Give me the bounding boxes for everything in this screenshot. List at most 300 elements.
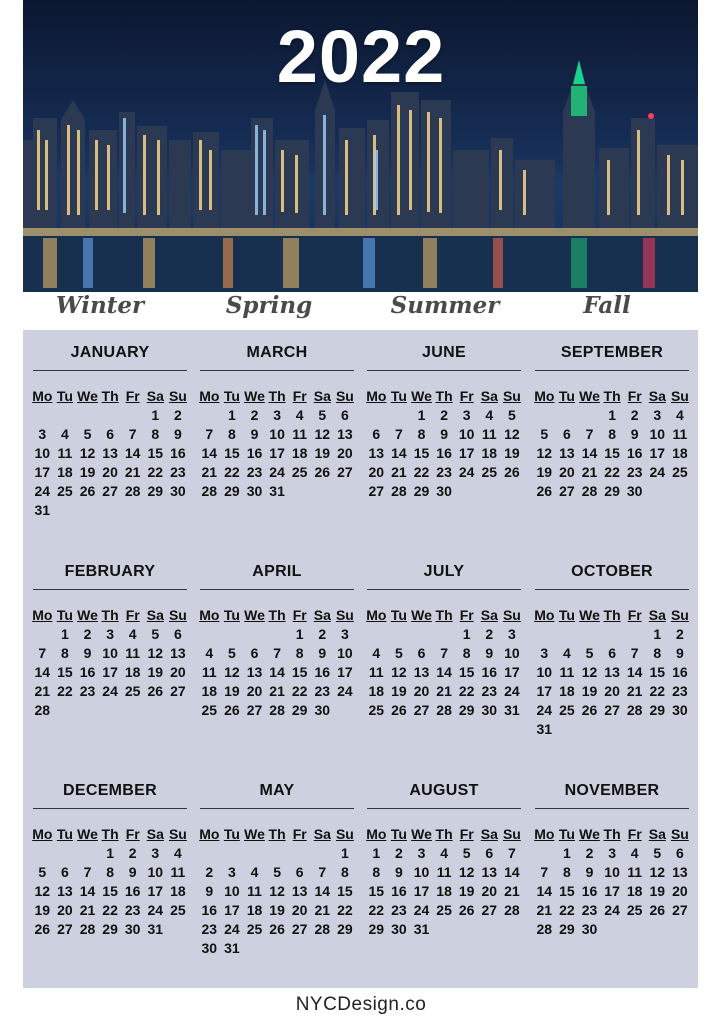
weekday-header: Sa: [480, 826, 498, 842]
day-cell: 16: [672, 664, 688, 680]
month-name: OCTOBER: [571, 563, 653, 580]
day-cell: 6: [417, 645, 426, 661]
weekday-header: Sa: [313, 826, 331, 842]
day-cell: 26: [147, 683, 164, 699]
month-divider: [367, 808, 521, 809]
day-cell: 17: [536, 683, 553, 699]
day-cell: 2: [485, 626, 494, 642]
day-cell: 19: [504, 445, 520, 461]
day-cell: 27: [337, 464, 353, 480]
day-cell: 12: [269, 883, 285, 899]
day-cell: 18: [57, 464, 73, 480]
day-cell: 2: [585, 845, 594, 861]
day-cell: 12: [79, 445, 96, 461]
day-cell: 9: [485, 645, 494, 661]
day-cell: 29: [604, 483, 620, 499]
day-cell: 5: [462, 845, 471, 861]
day-cell: 6: [675, 845, 684, 861]
day-cell: 11: [170, 864, 186, 880]
weekday-header: We: [77, 388, 98, 404]
day-cell: 6: [340, 407, 349, 423]
day-cell: 5: [394, 645, 403, 661]
calendar-panel: [23, 330, 698, 988]
month-name: FEBRUARY: [64, 563, 156, 580]
day-cell: 15: [337, 883, 353, 899]
day-cell: 10: [536, 664, 553, 680]
weekday-header: Tu: [558, 607, 575, 623]
weekday-header: We: [244, 826, 265, 842]
day-cell: 23: [581, 902, 598, 918]
day-cell: 17: [413, 883, 430, 899]
day-cell: 23: [124, 902, 141, 918]
day-cell: 22: [337, 902, 353, 918]
day-cell: 10: [34, 445, 51, 461]
day-cell: 30: [626, 483, 643, 499]
weekday-header: Su: [168, 607, 187, 623]
month-divider: [200, 589, 354, 590]
month-august: [365, 782, 523, 982]
day-cell: 3: [340, 626, 349, 642]
day-cell: 8: [653, 645, 662, 661]
weekday-header: Mo: [199, 388, 220, 404]
day-cell: 9: [128, 864, 137, 880]
day-cell: 12: [581, 664, 598, 680]
day-cell: 28: [536, 921, 553, 937]
day-cell: 1: [372, 845, 381, 861]
day-cell: 15: [147, 445, 164, 461]
weekday-header: Th: [435, 607, 453, 623]
weekday-header: We: [77, 826, 98, 842]
day-cell: 3: [151, 845, 160, 861]
day-cell: 27: [559, 483, 575, 499]
month-divider: [367, 589, 521, 590]
day-cell: 12: [458, 864, 475, 880]
day-cell: 19: [649, 883, 666, 899]
day-cell: 13: [246, 664, 263, 680]
day-cell: 13: [413, 664, 430, 680]
weekday-header: Th: [101, 607, 119, 623]
day-cell: 29: [458, 702, 475, 718]
weekday-header: Th: [101, 826, 119, 842]
weekday-header: Fr: [627, 826, 642, 842]
day-cell: 4: [485, 407, 494, 423]
day-cell: 14: [124, 445, 141, 461]
day-cell: 10: [102, 645, 118, 661]
weekday-header: We: [579, 607, 600, 623]
day-cell: 27: [368, 483, 385, 499]
day-cell: 13: [102, 445, 118, 461]
day-cell: 16: [170, 445, 186, 461]
day-cell: 18: [246, 902, 263, 918]
day-cell: 3: [38, 426, 47, 442]
day-cell: 5: [227, 645, 236, 661]
weekday-header: We: [77, 607, 98, 623]
weekday-header: Fr: [459, 388, 474, 404]
weekday-header: Sa: [648, 388, 666, 404]
weekday-header: Tu: [390, 607, 407, 623]
weekday-header: Sa: [480, 388, 498, 404]
day-cell: 17: [147, 883, 164, 899]
day-cell: 10: [649, 426, 666, 442]
day-cell: 26: [391, 702, 407, 718]
day-cell: 11: [436, 864, 452, 880]
day-cell: 1: [106, 845, 114, 861]
day-cell: 12: [504, 426, 520, 442]
day-cell: 5: [38, 864, 47, 880]
day-cell: 23: [170, 464, 186, 480]
weekday-header: Mo: [32, 607, 53, 623]
weekday-header: Mo: [366, 826, 387, 842]
day-cell: 4: [205, 645, 214, 661]
weekday-header: Su: [168, 826, 187, 842]
day-cell: 8: [417, 426, 426, 442]
day-cell: 16: [246, 445, 263, 461]
day-cell: 17: [604, 883, 620, 899]
day-cell: 12: [649, 864, 666, 880]
day-cell: 28: [504, 902, 520, 918]
day-cell: 29: [649, 702, 666, 718]
day-cell: 3: [227, 864, 236, 880]
day-cell: 19: [536, 464, 553, 480]
day-cell: 11: [247, 883, 262, 899]
day-cell: 3: [462, 407, 471, 423]
day-cell: 27: [246, 702, 263, 718]
weekday-header: Th: [101, 388, 119, 404]
month-january: [31, 344, 189, 544]
day-cell: 23: [314, 683, 331, 699]
month-july: [365, 563, 523, 763]
weekday-header: We: [244, 388, 265, 404]
month-name: JULY: [423, 563, 465, 580]
month-name: AUGUST: [409, 782, 479, 799]
day-cell: 24: [504, 683, 520, 699]
day-cell: 19: [79, 464, 96, 480]
day-cell: 24: [536, 702, 553, 718]
day-cell: 17: [269, 445, 285, 461]
day-cell: 10: [147, 864, 164, 880]
day-cell: 10: [413, 864, 430, 880]
day-cell: 9: [675, 645, 684, 661]
day-cell: 21: [581, 464, 598, 480]
day-cell: 17: [337, 664, 353, 680]
day-cell: 18: [436, 883, 452, 899]
day-cell: 19: [34, 902, 51, 918]
day-cell: 6: [372, 426, 381, 442]
month-name: SEPTEMBER: [560, 344, 664, 361]
day-cell: 12: [147, 645, 164, 661]
day-cell: 2: [173, 407, 182, 423]
day-cell: 1: [562, 845, 571, 861]
weekday-header: Tu: [558, 388, 575, 404]
day-cell: 8: [227, 426, 236, 442]
day-cell: 31: [536, 721, 553, 737]
day-cell: 7: [318, 864, 327, 880]
day-cell: 4: [250, 864, 259, 880]
weekday-header: Th: [268, 388, 286, 404]
day-cell: 20: [672, 883, 688, 899]
day-cell: 20: [559, 464, 575, 480]
day-cell: 29: [368, 921, 385, 937]
day-cell: 7: [273, 645, 281, 661]
day-cell: 3: [540, 645, 549, 661]
day-cell: 16: [391, 883, 407, 899]
weekday-header: Fr: [292, 607, 307, 623]
day-cell: 21: [314, 902, 331, 918]
day-cell: 16: [481, 664, 498, 680]
day-cell: 31: [413, 921, 430, 937]
day-cell: 11: [481, 426, 497, 442]
day-cell: 15: [368, 883, 385, 899]
day-cell: 11: [57, 445, 73, 461]
day-cell: 16: [79, 664, 96, 680]
weekday-header: Tu: [223, 388, 240, 404]
weekday-header: We: [411, 388, 432, 404]
day-cell: 31: [224, 940, 240, 956]
day-cell: 30: [391, 921, 407, 937]
day-cell: 21: [626, 683, 643, 699]
day-cell: 27: [604, 702, 620, 718]
day-cell: 28: [626, 702, 643, 718]
weekday-header: We: [579, 388, 600, 404]
day-cell: 29: [559, 921, 575, 937]
day-cell: 4: [562, 645, 571, 661]
day-cell: 8: [340, 864, 349, 880]
day-cell: 8: [106, 864, 114, 880]
weekday-header: Fr: [627, 607, 642, 623]
day-cell: 27: [57, 921, 73, 937]
day-cell: 1: [295, 626, 304, 642]
weekday-header: Mo: [32, 388, 53, 404]
month-february: [31, 563, 189, 763]
season-label-summer: Summer: [390, 292, 500, 319]
day-cell: 25: [57, 483, 73, 499]
day-cell: 22: [559, 902, 575, 918]
weekday-header: Fr: [125, 826, 140, 842]
day-cell: 4: [372, 645, 381, 661]
day-cell: 26: [224, 702, 240, 718]
day-cell: 30: [672, 702, 688, 718]
day-cell: 20: [337, 445, 353, 461]
day-cell: 3: [507, 626, 516, 642]
weekday-header: Mo: [534, 388, 555, 404]
weekday-header: Su: [670, 607, 689, 623]
day-cell: 7: [585, 426, 594, 442]
day-cell: 1: [608, 407, 616, 423]
day-cell: 9: [585, 864, 594, 880]
day-cell: 18: [170, 883, 186, 899]
day-cell: 7: [38, 645, 47, 661]
day-cell: 11: [559, 664, 575, 680]
weekday-header: Sa: [146, 826, 164, 842]
day-cell: 30: [170, 483, 186, 499]
day-cell: 22: [413, 464, 430, 480]
weekday-header: Th: [603, 388, 621, 404]
day-cell: 24: [604, 902, 620, 918]
day-cell: 25: [368, 702, 385, 718]
day-cell: 18: [481, 445, 498, 461]
day-cell: 24: [102, 683, 118, 699]
day-cell: 17: [504, 664, 520, 680]
day-cell: 17: [34, 464, 51, 480]
day-cell: 28: [314, 921, 331, 937]
day-cell: 13: [291, 883, 308, 899]
day-cell: 17: [458, 445, 475, 461]
day-cell: 1: [60, 626, 69, 642]
day-cell: 2: [318, 626, 327, 642]
day-cell: 1: [340, 845, 349, 861]
month-april: [198, 563, 356, 763]
day-cell: 12: [391, 664, 407, 680]
month-divider: [367, 370, 521, 371]
day-cell: 9: [440, 426, 448, 442]
day-cell: 18: [559, 683, 575, 699]
month-divider: [200, 808, 354, 809]
day-cell: 23: [626, 464, 643, 480]
day-cell: 12: [314, 426, 331, 442]
day-cell: 16: [201, 902, 218, 918]
month-march: [198, 344, 356, 544]
day-cell: 27: [102, 483, 118, 499]
day-cell: 12: [224, 664, 240, 680]
day-cell: 5: [540, 426, 549, 442]
day-cell: 20: [368, 464, 385, 480]
day-cell: 22: [291, 683, 308, 699]
month-divider: [535, 808, 689, 809]
weekday-header: Sa: [146, 607, 164, 623]
day-cell: 15: [559, 883, 575, 899]
weekday-header: Mo: [366, 607, 387, 623]
day-cell: 2: [394, 845, 403, 861]
day-cell: 1: [227, 407, 236, 423]
weekday-header: Mo: [199, 607, 220, 623]
day-cell: 6: [106, 426, 114, 442]
footer-brand: NYCDesign.co: [295, 994, 427, 1015]
day-cell: 30: [436, 483, 452, 499]
day-cell: 24: [34, 483, 51, 499]
day-cell: 4: [295, 407, 304, 423]
day-cell: 24: [224, 921, 240, 937]
day-cell: 8: [60, 645, 69, 661]
day-cell: 14: [201, 445, 218, 461]
day-cell: 25: [201, 702, 218, 718]
day-cell: 28: [34, 702, 51, 718]
day-cell: 23: [79, 683, 96, 699]
day-cell: 25: [124, 683, 141, 699]
weekday-header: Fr: [292, 826, 307, 842]
day-cell: 5: [83, 426, 92, 442]
day-cell: 6: [608, 645, 616, 661]
month-divider: [33, 808, 187, 809]
day-cell: 30: [314, 702, 331, 718]
day-cell: 2: [630, 407, 639, 423]
day-cell: 9: [394, 864, 403, 880]
day-cell: 8: [462, 645, 471, 661]
day-cell: 6: [562, 426, 571, 442]
day-cell: 14: [581, 445, 598, 461]
day-cell: 27: [672, 902, 688, 918]
day-cell: 18: [124, 664, 141, 680]
month-november: [533, 782, 691, 982]
day-cell: 7: [83, 864, 92, 880]
day-cell: 11: [125, 645, 141, 661]
day-cell: 24: [413, 902, 430, 918]
weekday-header: We: [411, 607, 432, 623]
day-cell: 2: [675, 626, 684, 642]
month-divider: [33, 589, 187, 590]
weekday-header: Th: [268, 607, 286, 623]
weekday-header: Th: [268, 826, 286, 842]
day-cell: 26: [458, 902, 475, 918]
day-cell: 9: [205, 883, 214, 899]
weekday-header: Su: [168, 388, 187, 404]
day-cell: 25: [436, 902, 452, 918]
day-cell: 4: [128, 626, 137, 642]
day-cell: 3: [608, 845, 616, 861]
day-cell: 19: [581, 683, 598, 699]
day-cell: 15: [413, 445, 430, 461]
day-cell: 31: [269, 483, 285, 499]
day-cell: 11: [368, 664, 384, 680]
day-cell: 3: [417, 845, 426, 861]
day-cell: 5: [273, 864, 281, 880]
day-cell: 8: [562, 864, 571, 880]
weekday-header: Fr: [125, 388, 140, 404]
day-cell: 4: [173, 845, 182, 861]
weekday-header: Su: [502, 607, 521, 623]
day-cell: 26: [314, 464, 331, 480]
day-cell: 24: [458, 464, 475, 480]
day-cell: 30: [246, 483, 263, 499]
day-cell: 13: [57, 883, 73, 899]
weekday-header: Fr: [459, 607, 474, 623]
day-cell: 21: [391, 464, 407, 480]
day-cell: 27: [413, 702, 430, 718]
day-cell: 14: [626, 664, 643, 680]
month-name: DECEMBER: [63, 782, 157, 799]
day-cell: 27: [291, 921, 308, 937]
day-cell: 24: [269, 464, 285, 480]
day-cell: 21: [536, 902, 553, 918]
weekday-header: Fr: [292, 388, 307, 404]
day-cell: 23: [436, 464, 452, 480]
month-divider: [535, 370, 689, 371]
month-june: [365, 344, 523, 544]
day-cell: 9: [83, 645, 92, 661]
day-cell: 19: [314, 445, 331, 461]
weekday-header: Tu: [56, 607, 73, 623]
day-cell: 9: [173, 426, 182, 442]
weekday-header: Mo: [199, 826, 220, 842]
weekday-header: Sa: [313, 607, 331, 623]
day-cell: 4: [60, 426, 69, 442]
day-cell: 18: [672, 445, 688, 461]
weekday-header: Su: [335, 826, 354, 842]
day-cell: 5: [151, 626, 160, 642]
weekday-header: Th: [435, 388, 453, 404]
day-cell: 7: [128, 426, 137, 442]
day-cell: 28: [79, 921, 96, 937]
day-cell: 19: [224, 683, 240, 699]
weekday-header: Su: [502, 388, 521, 404]
calendar-year-title: 2022: [276, 15, 446, 98]
day-cell: 19: [147, 664, 164, 680]
day-cell: 9: [318, 645, 327, 661]
day-cell: 14: [504, 864, 520, 880]
day-cell: 21: [34, 683, 51, 699]
month-september: [533, 344, 691, 544]
day-cell: 31: [504, 702, 520, 718]
season-label-winter: Winter: [55, 292, 145, 319]
